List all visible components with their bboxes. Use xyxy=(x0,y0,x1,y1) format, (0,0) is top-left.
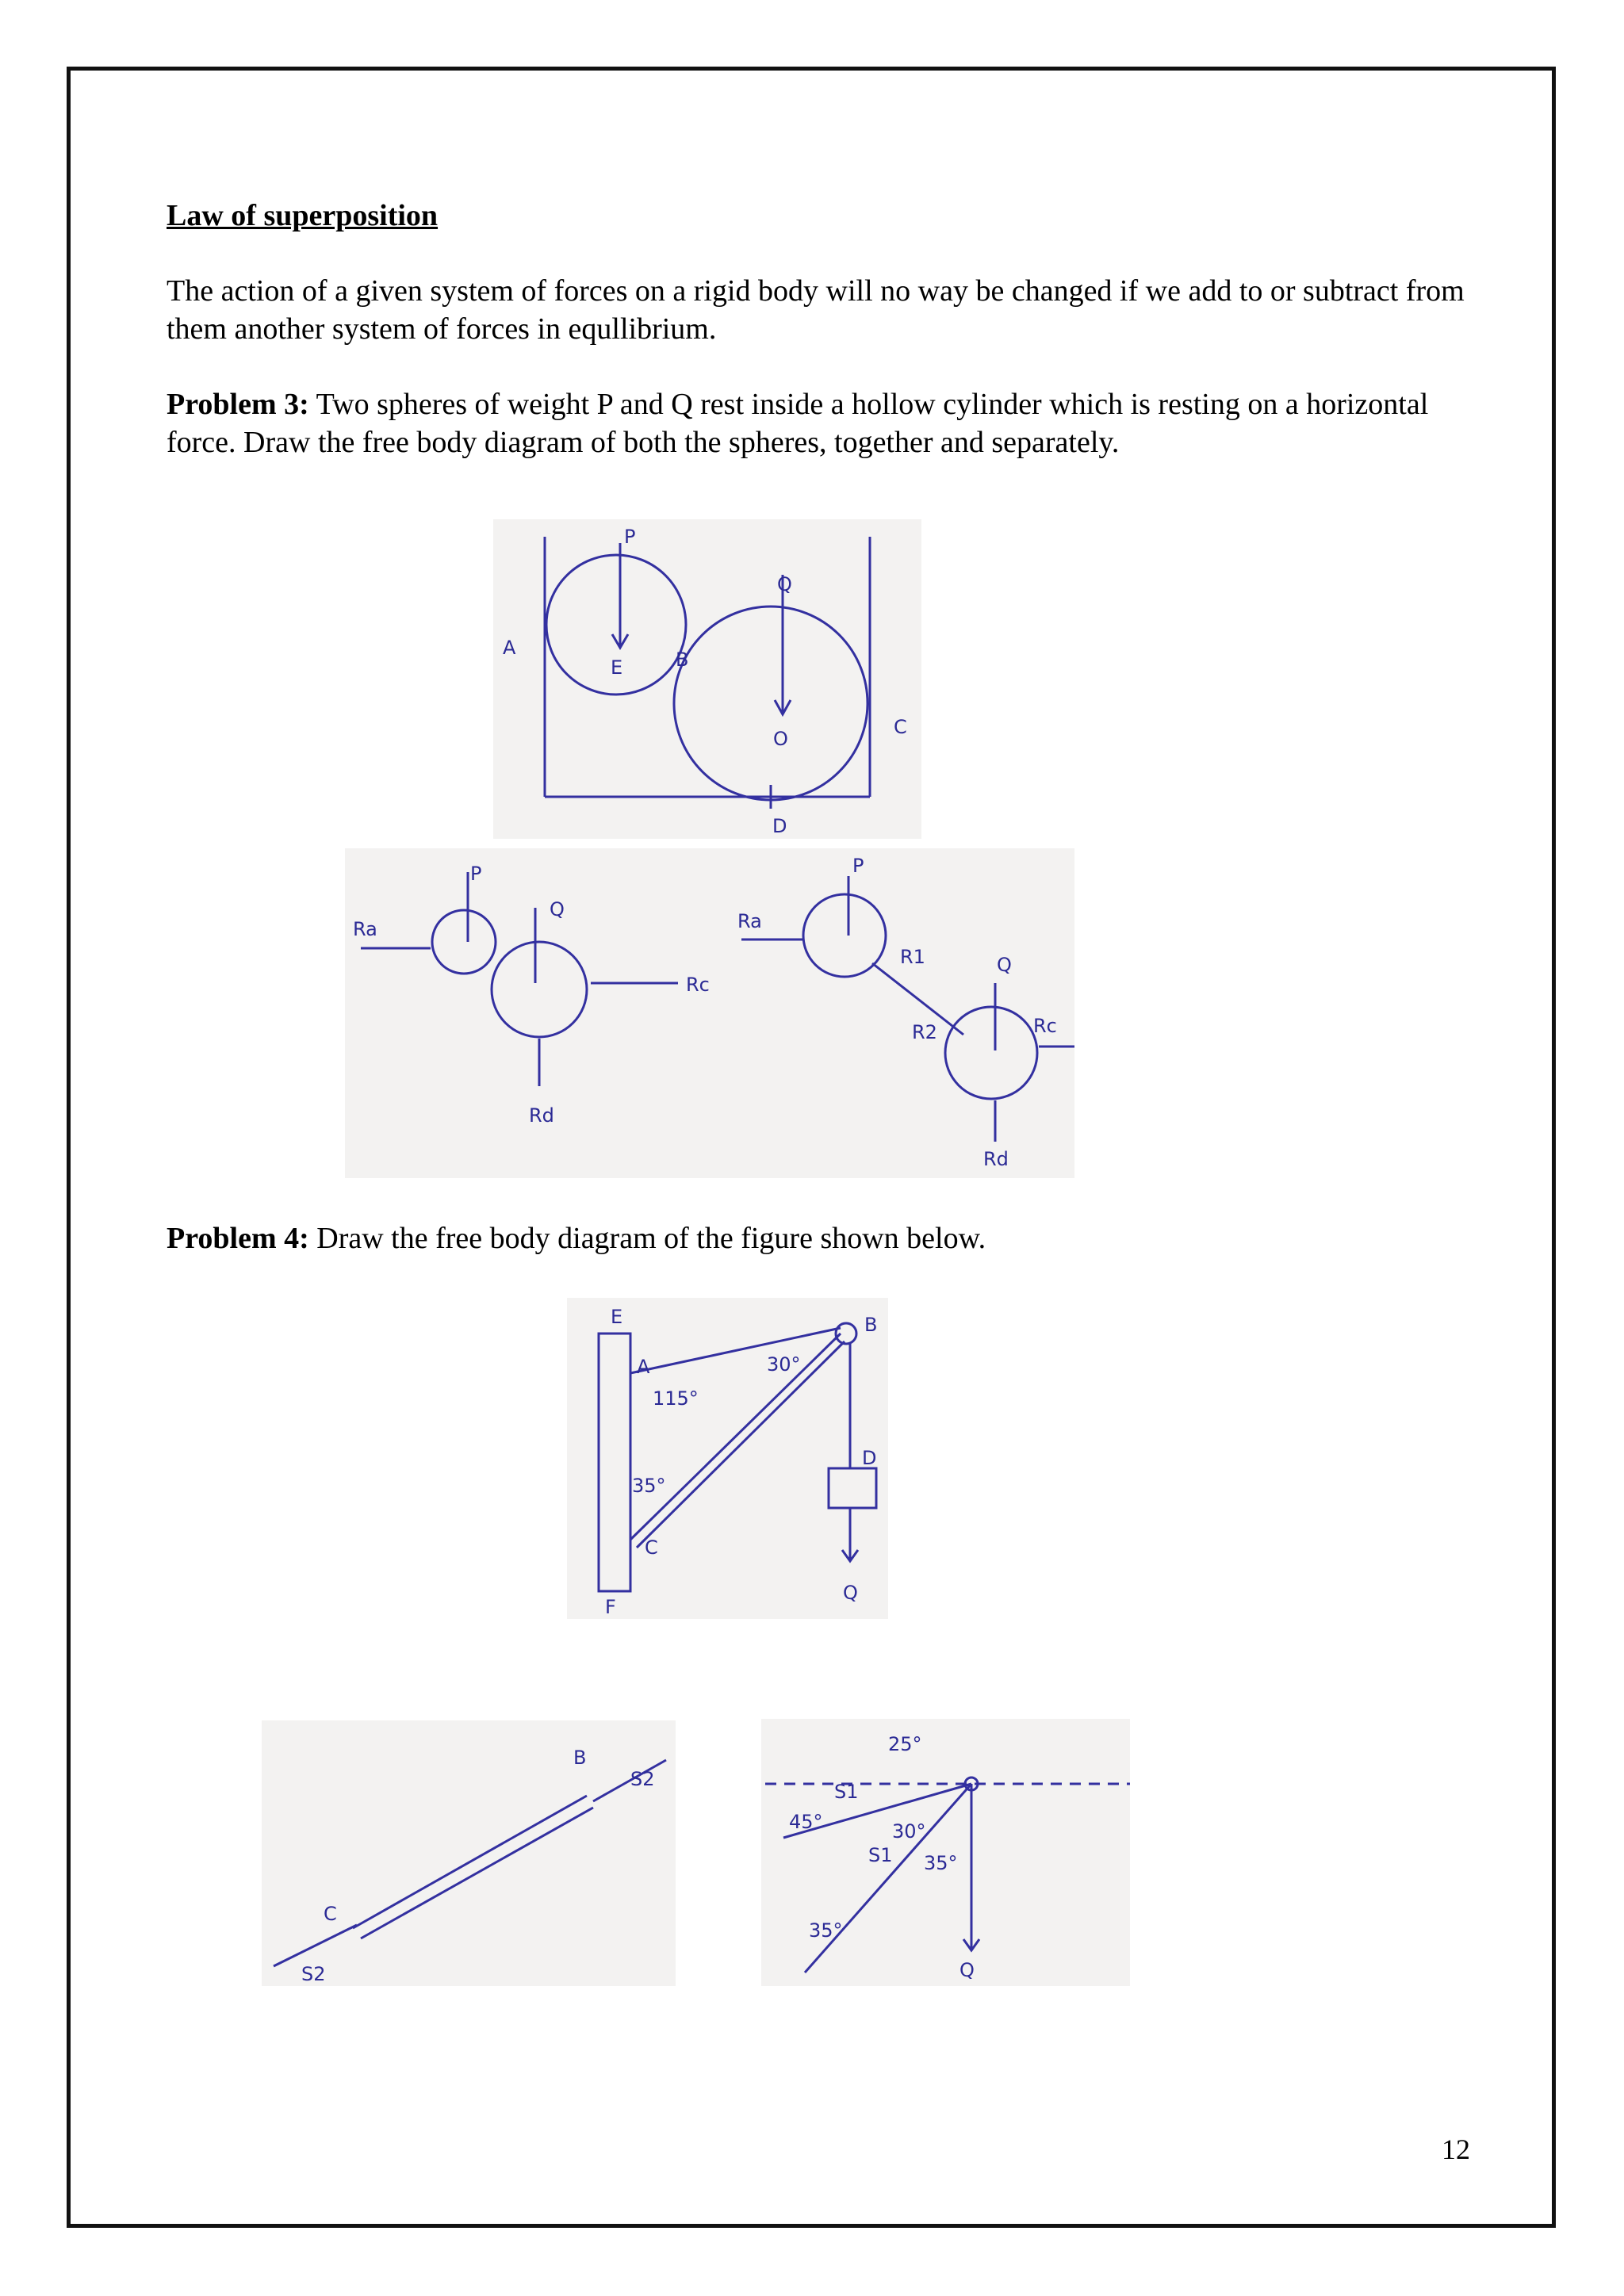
fig3-label-angle-35: 35° xyxy=(632,1475,666,1497)
fig5-label-q: Q xyxy=(959,1959,975,1981)
problem-4-statement xyxy=(167,1219,1467,1257)
fig3-label-f: F xyxy=(605,1596,616,1618)
fig2-label-r1: R1 xyxy=(900,946,925,968)
section-heading: Law of superposition xyxy=(167,199,439,232)
fig3-label-e: E xyxy=(611,1306,623,1328)
figure-strut-and-cable xyxy=(567,1298,888,1619)
figure-spheres-in-cylinder xyxy=(493,519,921,839)
fig5-label-s1-top: S1 xyxy=(834,1781,859,1803)
fig3-label-angle-115: 115° xyxy=(653,1387,699,1410)
fig1-label-p: P xyxy=(624,526,636,548)
fig1-label-c: C xyxy=(894,716,907,738)
fig2-label-rd2: Rd xyxy=(983,1148,1009,1170)
fig5-label-angle-35-lower: 35° xyxy=(809,1919,843,1942)
fig4-label-b: B xyxy=(573,1747,587,1769)
fig4-label-s2-top: S2 xyxy=(630,1768,655,1790)
fig1-label-d: D xyxy=(772,815,787,837)
fig2-label-ra1: Ra xyxy=(353,918,377,940)
fig2-label-r2: R2 xyxy=(912,1021,937,1043)
fig1-label-b: B xyxy=(676,649,689,671)
figure-strut-fbd xyxy=(262,1720,676,1986)
problem-4-text: Draw the free body diagram of the figure shown below. xyxy=(308,1222,986,1255)
fig5-label-s1: S1 xyxy=(868,1844,893,1866)
figure-spheres-fbd xyxy=(345,848,1074,1178)
fig1-label-q: Q xyxy=(777,573,792,595)
figure-joint-fbd xyxy=(761,1719,1130,1986)
fig1-label-e: E xyxy=(611,656,623,679)
page-number: 12 xyxy=(1442,2133,1470,2165)
fig2-label-rc1: Rc xyxy=(686,974,710,996)
problem-3-label: Problem 3: xyxy=(167,388,309,421)
problem-3-statement xyxy=(167,385,1483,461)
fig1-label-o: O xyxy=(773,728,788,750)
fig3-label-c: C xyxy=(645,1536,658,1559)
problem-4-label: Problem 4: xyxy=(167,1222,309,1255)
fig5-label-angle-25: 25° xyxy=(888,1733,922,1755)
fig1-label-a: A xyxy=(503,637,516,659)
fig2-label-rc2: Rc xyxy=(1033,1015,1057,1037)
fig3-label-b: B xyxy=(864,1314,878,1336)
fig5-label-angle-35: 35° xyxy=(924,1852,958,1874)
superposition-paragraph: The action of a given system of forces on a rigid body will no way be changed if we add to or subtract from them another system of forces in equllibrium. xyxy=(167,274,1465,346)
fig2-label-q2: Q xyxy=(997,954,1012,976)
fig4-label-c: C xyxy=(324,1903,337,1925)
fig2-label-rd1: Rd xyxy=(529,1104,554,1127)
fig2-label-p2: P xyxy=(852,855,864,877)
fig3-label-q: Q xyxy=(843,1582,858,1604)
fig3-label-a: A xyxy=(637,1356,650,1378)
fig2-label-p1: P xyxy=(470,863,482,885)
fig5-label-angle-45: 45° xyxy=(789,1811,823,1833)
problem-3-text: Two spheres of weight P and Q rest inside a hollow cylinder which is resting on a horizontal force. Draw the free body diagram of both the spheres, together and separately. xyxy=(167,388,1429,459)
fig2-label-ra2: Ra xyxy=(737,910,762,932)
fig4-label-s2-bottom: S2 xyxy=(301,1963,326,1985)
fig3-label-angle-30: 30° xyxy=(767,1353,801,1376)
fig5-label-angle-30: 30° xyxy=(892,1820,926,1843)
fig2-label-q1: Q xyxy=(550,898,565,920)
fig3-label-d: D xyxy=(862,1447,877,1469)
